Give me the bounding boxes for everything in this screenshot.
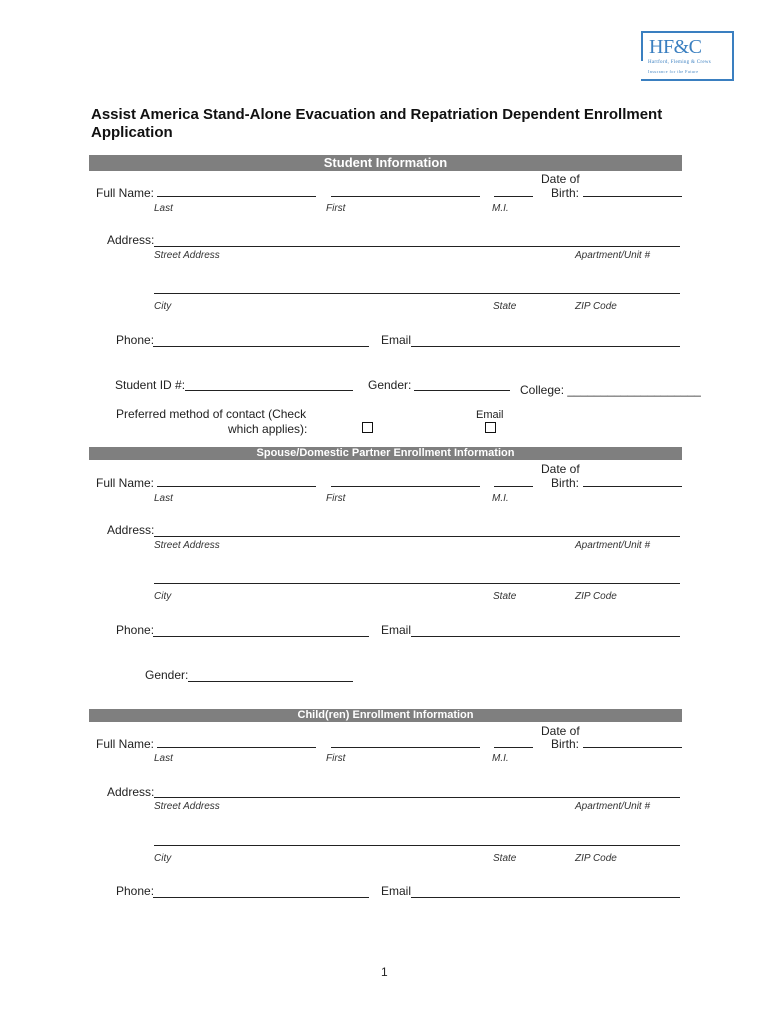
logo-text: HF&C (649, 36, 702, 58)
child-dob-field[interactable] (583, 747, 682, 748)
student-city-caption: City (154, 301, 172, 312)
student-dob-label-2: Birth: (551, 186, 580, 200)
spouse-phone-field[interactable] (153, 636, 369, 637)
child-zip-caption: ZIP Code (575, 853, 617, 864)
child-street-caption: Street Address (154, 801, 220, 812)
spouse-email-label: Email (381, 623, 412, 637)
spouse-address-label: Address: (107, 523, 155, 537)
student-email-field[interactable] (411, 346, 680, 347)
child-last-caption: Last (154, 753, 173, 764)
page-number: 1 (381, 965, 388, 979)
preferred-contact-label-2: which applies): (228, 422, 308, 436)
child-first-caption: First (326, 753, 346, 764)
spouse-last-caption: Last (154, 493, 173, 504)
spouse-gender-label: Gender: (145, 668, 189, 682)
child-street-field[interactable] (154, 797, 680, 798)
spouse-mi-field[interactable] (494, 486, 533, 487)
spouse-mi-caption: M.I. (492, 493, 509, 504)
spouse-first-name-field[interactable] (331, 486, 480, 487)
spouse-zip-caption: ZIP Code (575, 591, 617, 602)
spouse-dob-label-1: Date of (541, 462, 580, 476)
logo-motto: Insurance for the Future (648, 69, 699, 74)
child-mi-caption: M.I. (492, 753, 509, 764)
student-apt-caption: Apartment/Unit # (575, 250, 651, 261)
preferred-contact-label-1: Preferred method of contact (Check (116, 407, 307, 421)
student-email-label: Email (381, 333, 412, 347)
child-mi-field[interactable] (494, 747, 533, 748)
student-dob-field[interactable] (583, 196, 682, 197)
spouse-dob-field[interactable] (583, 486, 682, 487)
spouse-city-caption: City (154, 591, 172, 602)
child-dob-label-1: Date of (541, 724, 580, 738)
spouse-last-name-field[interactable] (157, 486, 316, 487)
child-email-field[interactable] (411, 897, 680, 898)
student-dob-label-1: Date of (541, 172, 580, 186)
student-street-field[interactable] (154, 246, 680, 247)
spouse-dob-label-2: Birth: (551, 476, 580, 490)
spouse-phone-label: Phone: (116, 623, 155, 637)
student-first-name-field[interactable] (331, 196, 480, 197)
student-address-label: Address: (107, 233, 155, 247)
child-city-caption: City (154, 853, 172, 864)
student-last-name-field[interactable] (157, 196, 316, 197)
spouse-gender-field[interactable] (188, 681, 353, 682)
student-phone-field[interactable] (153, 346, 369, 347)
student-street-caption: Street Address (154, 250, 220, 261)
student-gender-label: Gender: (368, 378, 412, 392)
page-title: Assist America Stand-Alone Evacuation and Repatriation Dependent Enrollment Application (91, 106, 663, 141)
student-phone-label: Phone: (116, 333, 155, 347)
child-apt-caption: Apartment/Unit # (575, 801, 651, 812)
spouse-state-caption: State (493, 591, 517, 602)
student-city-field[interactable] (154, 293, 680, 294)
child-address-label: Address: (107, 785, 155, 799)
child-email-label: Email (381, 884, 412, 898)
child-city-field[interactable] (154, 845, 680, 846)
child-last-name-field[interactable] (157, 747, 316, 748)
student-mi-field[interactable] (494, 196, 533, 197)
spouse-section-header: Spouse/Domestic Partner Enrollment Information (89, 447, 682, 460)
contact-phone-checkbox[interactable] (362, 422, 373, 433)
student-section-header: Student Information (89, 155, 682, 171)
spouse-street-caption: Street Address (154, 540, 220, 551)
children-section-header: Child(ren) Enrollment Information (89, 709, 682, 722)
spouse-apt-caption: Apartment/Unit # (575, 540, 651, 551)
child-dob-label-2: Birth: (551, 737, 580, 751)
child-phone-field[interactable] (153, 897, 369, 898)
student-mi-caption: M.I. (492, 203, 509, 214)
student-id-field[interactable] (185, 390, 353, 391)
child-full-name-label: Full Name: (96, 737, 155, 751)
student-college-label: College: ____________________ (520, 383, 701, 397)
logo-tagline: Hartford, Fleming & Crews (648, 60, 712, 65)
spouse-street-field[interactable] (154, 536, 680, 537)
student-gender-field[interactable] (414, 390, 510, 391)
student-last-caption: Last (154, 203, 173, 214)
spouse-email-field[interactable] (411, 636, 680, 637)
child-state-caption: State (493, 853, 517, 864)
student-state-caption: State (493, 301, 517, 312)
contact-email-checkbox[interactable] (485, 422, 496, 433)
contact-email-option-label: Email (476, 409, 504, 421)
spouse-city-field[interactable] (154, 583, 680, 584)
student-first-caption: First (326, 203, 346, 214)
child-first-name-field[interactable] (331, 747, 480, 748)
spouse-full-name-label: Full Name: (96, 476, 155, 490)
student-id-label: Student ID #: (115, 378, 186, 392)
student-zip-caption: ZIP Code (575, 301, 617, 312)
spouse-first-caption: First (326, 493, 346, 504)
child-phone-label: Phone: (116, 884, 155, 898)
student-full-name-label: Full Name: (96, 186, 155, 200)
